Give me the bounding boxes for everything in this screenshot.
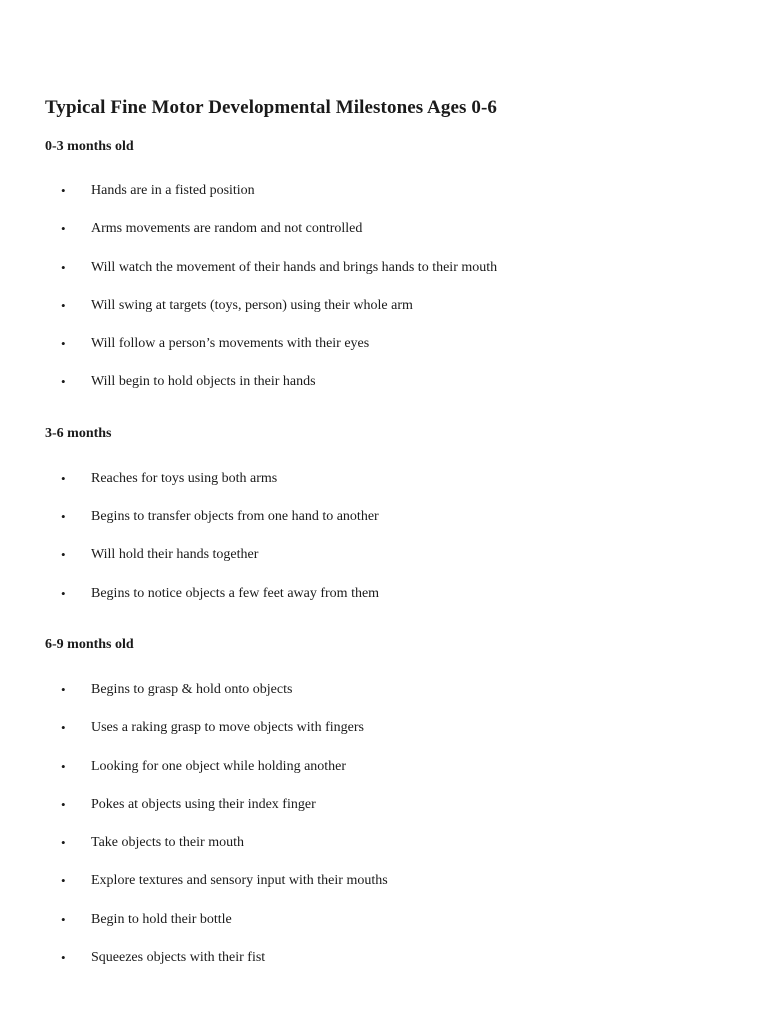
bullet-icon: • — [61, 835, 66, 851]
list-item — [45, 335, 768, 373]
bullet-icon: • — [61, 374, 66, 390]
list-item-text: Begins to transfer objects from one hand to another — [91, 509, 379, 525]
list-item-text: Explore textures and sensory input with their mouths — [91, 873, 388, 889]
bullet-icon: • — [61, 221, 66, 237]
list-item — [45, 834, 768, 872]
bullet-icon: • — [61, 297, 66, 313]
list-item-text: Will swing at targets (toys, person) using their whole arm — [91, 297, 413, 313]
list-item-text: Reaches for toys using both arms — [91, 470, 278, 486]
bullet-icon: • — [61, 911, 66, 927]
bullet-icon: • — [61, 950, 66, 966]
list-item-text: Begin to hold their bottle — [91, 911, 232, 927]
list-item — [45, 681, 768, 719]
list-item — [45, 872, 768, 910]
list-item — [45, 182, 768, 220]
bullet-icon: • — [61, 183, 66, 198]
list-item — [45, 796, 768, 834]
list-item-text: Pokes at objects using their index finger — [91, 796, 316, 812]
section-heading: 0-3 months old — [45, 139, 134, 154]
list-item-text: Hands are in a fisted position — [91, 183, 255, 198]
list-item-text: Will watch the movement of their hands and brings hands to their mouth — [91, 259, 498, 275]
document-title: Typical Fine Motor Developmental Milestones Ages 0-6 — [45, 97, 497, 118]
sections-container — [45, 138, 768, 987]
list-item-text: Looking for one object while holding another — [91, 758, 347, 774]
list-item-text: Will begin to hold objects in their hands — [91, 374, 316, 390]
section-heading: 3-6 months — [45, 425, 112, 441]
bullet-icon: • — [61, 681, 66, 697]
list-item-text: Will follow a person’s movements with their eyes — [91, 336, 370, 352]
list-item — [45, 719, 768, 757]
list-item-text: Uses a raking grasp to move objects with fingers — [91, 720, 364, 736]
bullet-icon: • — [61, 720, 66, 736]
list-item-text: Take objects to their mouth — [91, 835, 244, 851]
bullet-icon: • — [61, 585, 66, 601]
bullet-icon: • — [61, 509, 66, 525]
bullet-list — [45, 681, 768, 987]
list-item — [45, 220, 768, 258]
bullet-icon: • — [61, 873, 66, 889]
list-item-text: Begins to notice objects a few feet away from them — [91, 585, 380, 601]
bullet-icon: • — [61, 796, 66, 812]
bullet-icon: • — [61, 259, 66, 275]
list-item-text: Squeezes objects with their fist — [91, 950, 266, 966]
bullet-icon: • — [61, 336, 66, 352]
list-item — [45, 911, 768, 949]
bullet-list — [45, 182, 768, 412]
list-item — [45, 949, 768, 987]
bullet-icon: • — [61, 470, 66, 486]
list-item-text: Will hold their hands together — [91, 547, 259, 563]
list-item — [45, 259, 768, 297]
list-item — [45, 585, 768, 623]
list-item — [45, 470, 768, 508]
list-item-text: Begins to grasp & hold onto objects — [91, 681, 293, 697]
bullet-icon: • — [61, 758, 66, 774]
list-item — [45, 373, 768, 411]
list-item — [45, 546, 768, 584]
section-heading: 6-9 months old — [45, 636, 134, 652]
list-item-text: Arms movements are random and not controlled — [91, 221, 363, 237]
list-item — [45, 758, 768, 796]
list-item — [45, 508, 768, 546]
bullet-icon: • — [61, 547, 66, 563]
list-item — [45, 297, 768, 335]
bullet-list — [45, 470, 768, 623]
